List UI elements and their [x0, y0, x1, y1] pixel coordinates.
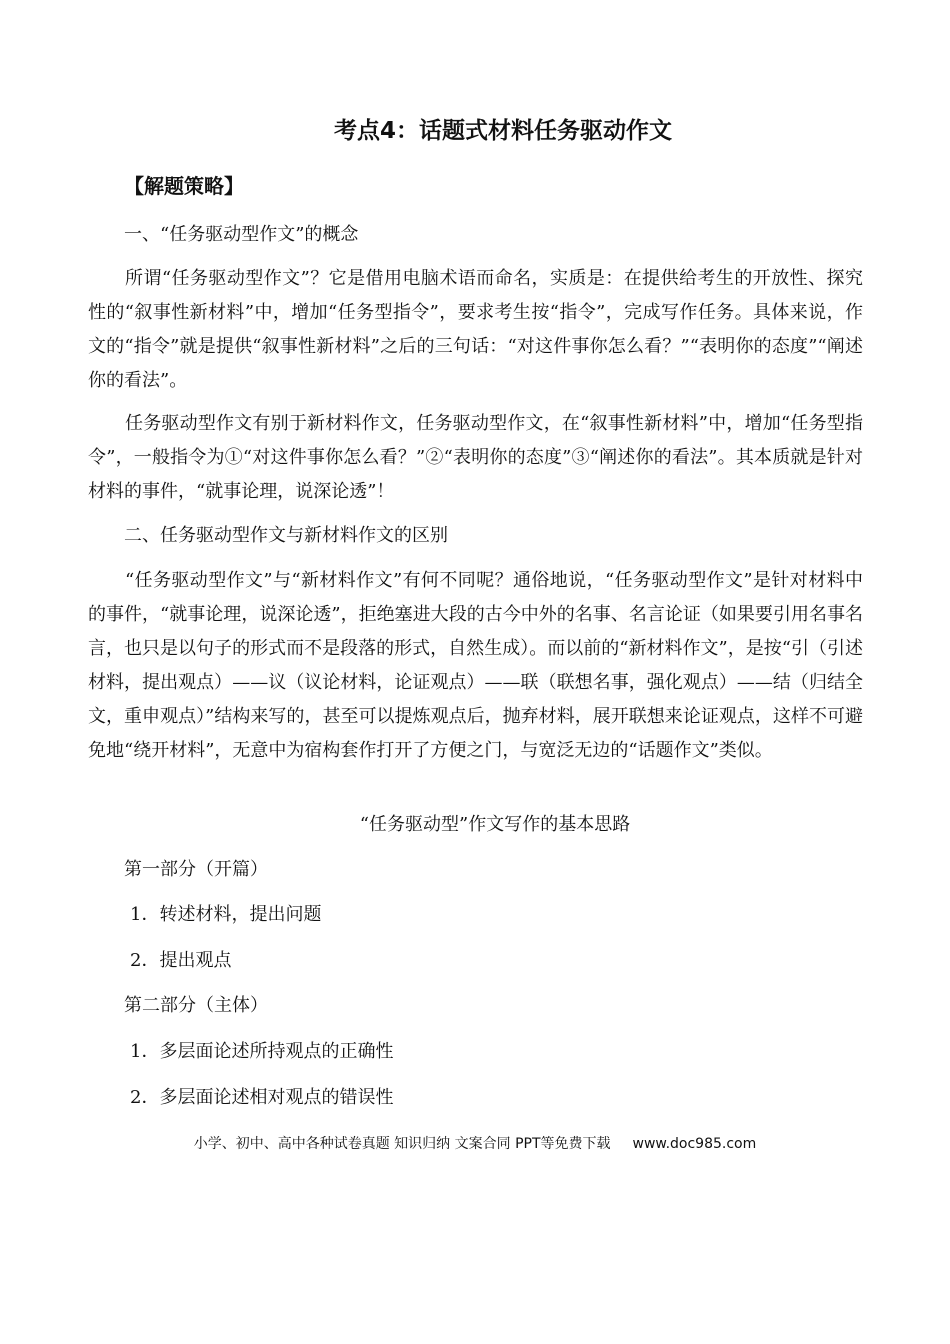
- part-2-heading: 第二部分（主体）: [124, 995, 268, 1016]
- subtitle: “任务驱动型”作文写作的基本思路: [359, 814, 631, 835]
- paragraph-1: 所谓“任务驱动型作文”？它是借用电脑术语而命名，实质是：在提供给考生的开放性、探究性的“叙事性新材料”中，增加“任务型指令”，要求考生按“指令”，完成写作任务。具体来说，作文的“指令”就是提供“叙事性新材料”之后的三句话：“对这件事你怎么看？”“表明你的态度”“阐述你的看法”。: [88, 268, 863, 391]
- part-1-item-2: 2．提出观点: [130, 950, 232, 971]
- part-2-item-1: 1．多层面论述所持观点的正确性: [130, 1041, 394, 1062]
- part-1-item-1: 1．转述材料，提出问题: [130, 904, 322, 925]
- part-2-item-2: 2．多层面论述相对观点的错误性: [130, 1087, 394, 1108]
- paragraph-3: “任务驱动型作文”与“新材料作文”有何不同呢？通俗地说，“任务驱动型作文”是针对材料中的事件，“就事论理，说深论透”，拒绝塞进大段的古今中外的名事、名言论证（如果要引用名事名言，也只是以句子的形式而不是段落的形式，自然生成）。而以前的“新材料作文”，是按“引（引述材料，提出观点）——议（议论材料，论证观点）——联（联想名事，强化观点）——结（归结全文，重申观点）”结构来写的，甚至可以提炼观点后，抛弃材料，展开联想来论证观点，这样不可避免地“绕开材料”，无意中为宿构套作打开了方便之门，与宽泛无边的“话题作文”类似。: [88, 570, 863, 761]
- paragraph-2: 任务驱动型作文有别于新材料作文，任务驱动型作文，在“叙事性新材料”中，增加“任务型指令”，一般指令为①“对这件事你怎么看？”②“表明你的态度”③“阐述你的看法”。其本质就是针对材料的事件，“就事论理，说深论透”！: [88, 413, 863, 502]
- section-1-heading: 一、“任务驱动型作文”的概念: [124, 224, 359, 245]
- part-1-heading: 第一部分（开篇）: [124, 859, 268, 880]
- footer-link[interactable]: www.doc985.com: [632, 1136, 757, 1152]
- strategy-heading: 【解题策略】: [124, 174, 244, 198]
- page-footer: [0, 1133, 950, 1155]
- section-2-heading: 二、任务驱动型作文与新材料作文的区别: [124, 525, 448, 546]
- footer-text: 小学、初中、高中各种试卷真题 知识归纳 文案合同 PPT等免费下载: [193, 1136, 611, 1152]
- page-title: 考点4：话题式材料任务驱动作文: [333, 118, 672, 144]
